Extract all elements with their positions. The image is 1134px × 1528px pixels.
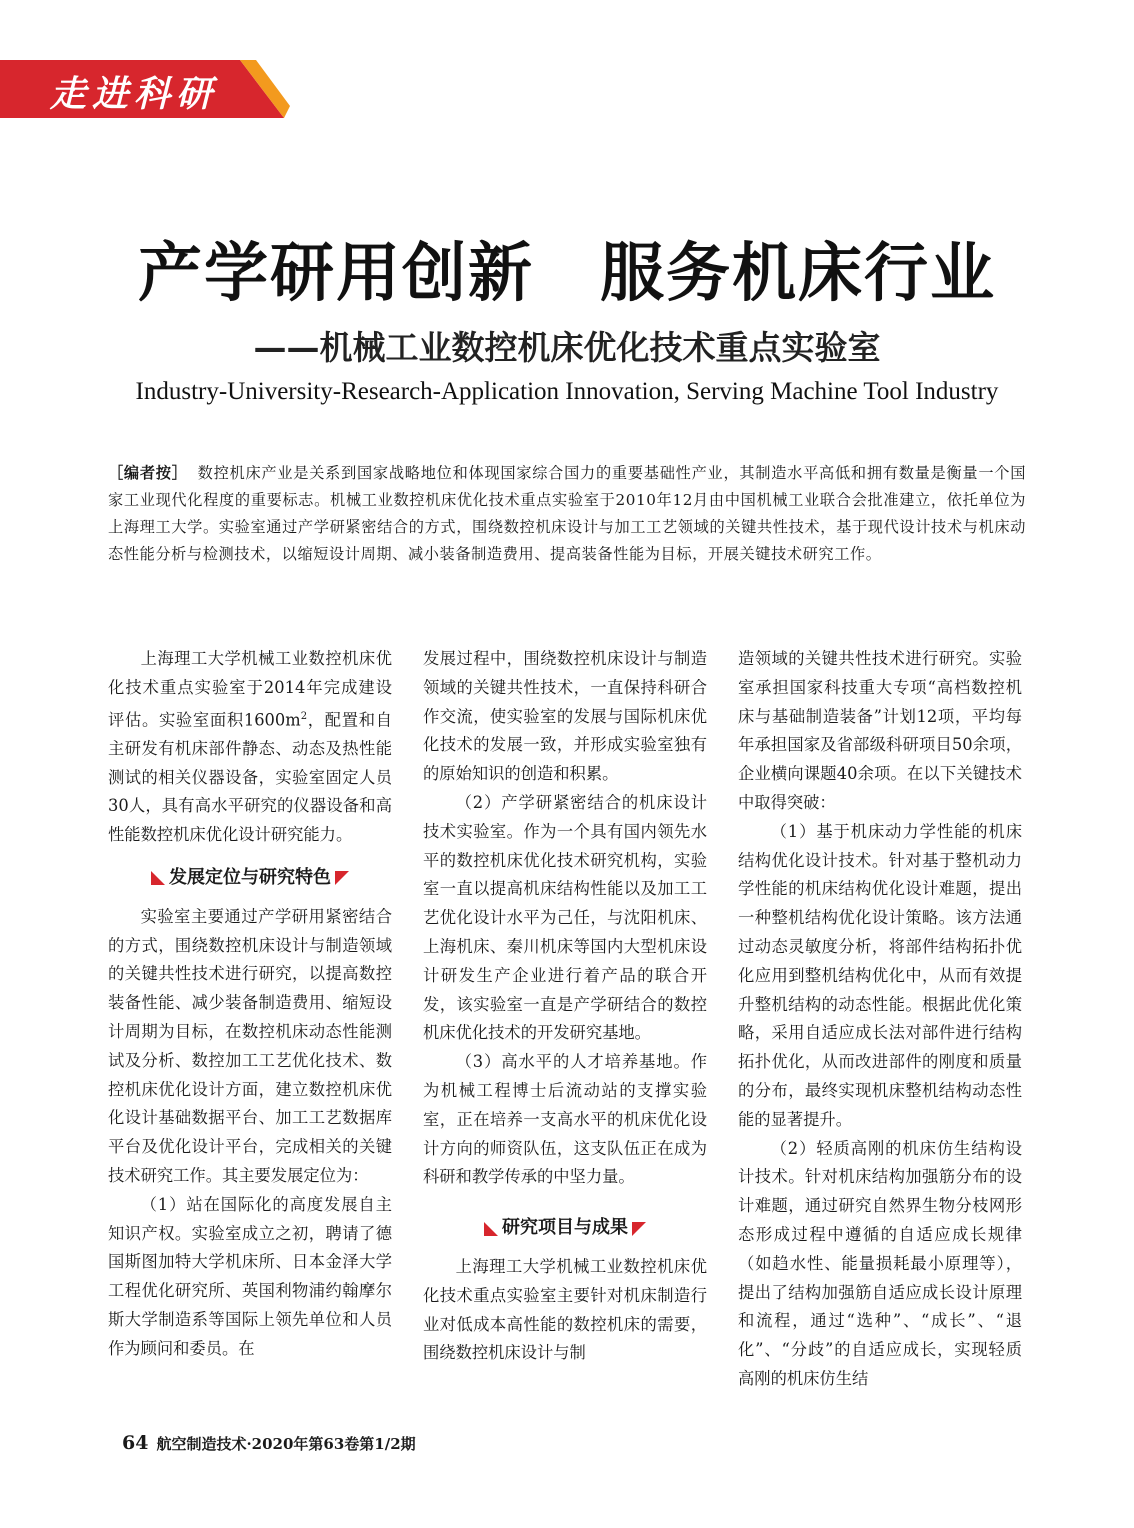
column-1 bbox=[108, 645, 392, 1364]
paragraph: （3）高水平的人才培养基地。作为机械工程博士后流动站的支撑实验室，正在培养一支高水平的机床优化设计方向的师资队伍，这支队伍正在成为科研和教学传承的中坚力量。 bbox=[423, 1052, 707, 1187]
article-subtitle: ——机械工业数控机床优化技术重点实验室 bbox=[253, 328, 881, 367]
editor-note-tag: ［编者按］ bbox=[108, 464, 188, 482]
paragraph-text: ，配置和自主研发有机床部件静态、动态及热性能测试的相关仪器设备，实验室固定人员30人，具有高水平研究的仪器设备和高性能数控机床优化设计研究能力。 bbox=[108, 710, 392, 845]
banner-label: 走进科研 bbox=[50, 73, 219, 115]
journal-info: 航空制造技术·2020年第63卷第1/2期 bbox=[156, 1435, 416, 1453]
section-heading-text: 发展定位与研究特色 bbox=[169, 867, 331, 888]
section-heading bbox=[423, 1214, 707, 1243]
column-2 bbox=[423, 645, 707, 1368]
triangle-left-icon bbox=[484, 1222, 498, 1236]
paragraph: （1）基于机床动力学性能的机床结构优化设计技术。针对基于整机动力学性能的机床结构优化设计难题，提出一种整机结构优化设计策略。该方法通过动态灵敏度分析，将部件结构拓扑优化应用到整机结构优化中，从而有效提升整机结构的动态性能。根据此优化策略，采用自适应成长法对部件进行结构拓扑优化，从而改进部件的刚度和质量的分布，最终实现机床整机结构动态性能的显著提升。 bbox=[738, 821, 1022, 1129]
section-heading bbox=[108, 864, 392, 893]
paragraph bbox=[108, 645, 392, 850]
triangle-left-icon bbox=[151, 871, 165, 885]
column-3 bbox=[738, 645, 1022, 1394]
page-footer bbox=[122, 1432, 416, 1454]
editor-note bbox=[108, 460, 1026, 568]
paragraph: （2）轻质高刚的机床仿生结构设计技术。针对机床结构加强筋分布的设计难题，通过研究自然界生物分枝网形态形成过程中遵循的自适应成长规律（如趋水性、能量损耗最小原理等），提出了结构加强筋自适应成长设计原理和流程，通过“选种”、“成长”、“退化”、“分歧”的自适应成长，实现轻质高刚的机床仿生结 bbox=[738, 1138, 1022, 1388]
paragraph: （2）产学研紧密结合的机床设计技术实验室。作为一个具有国内领先水平的数控机床优化技术研究机构，实验室一直以提高机床结构性能以及加工工艺优化设计水平为己任，与沈阳机床、上海机床、秦川机床等国内大型机床设计研发生产企业进行着产品的联合开发，该实验室一直是产学研结合的数控机床优化技术的开发研究基地。 bbox=[423, 792, 707, 1043]
section-heading-text: 研究项目与成果 bbox=[502, 1217, 628, 1239]
page-number: 64 bbox=[122, 1432, 149, 1454]
article-title: 产学研用创新 服务机床行业 bbox=[138, 236, 996, 311]
superscript: 2 bbox=[300, 710, 308, 722]
paragraph: 发展过程中，围绕数控机床设计与制造领域的关键共性技术，一直保持科研合作交流，使实验室的发展与国际机床优化技术的发展一致，并形成实验室独有的原始知识的创造和积累。 bbox=[423, 649, 707, 784]
paragraph: （1）站在国际化的高度发展自主知识产权。实验室成立之初，聘请了德国斯图加特大学机床所、日本金泽大学工程优化研究所、英国利物浦约翰摩尔斯大学制造系等国际上领先单位和人员作为顾问和委员。在 bbox=[108, 1194, 392, 1358]
paragraph: 实验室主要通过产学研用紧密结合的方式，围绕数控机床设计与制造领域的关键共性技术进行研究，以提高数控装备性能、减少装备制造费用、缩短设计周期为目标，在数控机床动态性能测试及分析、数控加工工艺优化技术、数控机床优化设计方面，建立数控机床优化设计基础数据平台、加工工艺数据库平台及优化设计平台，完成相关的关键技术研究工作。其主要发展定位为： bbox=[108, 906, 392, 1185]
triangle-right-icon bbox=[632, 1222, 646, 1236]
editor-note-text: 数控机床产业是关系到国家战略地位和体现国家综合国力的重要基础性产业，其制造水平高低和拥有数量是衡量一个国家工业现代化程度的重要标志。机械工业数控机床优化技术重点实验室于2010年12月由中国机械工业联合会批准建立，依托单位为上海理工大学。实验室通过产学研紧密结合的方式，围绕数控机床设计与加工工艺领域的关键共性技术，基于现代设计技术与机床动态性能分析与检测技术，以缩短设计周期、减小装备制造费用、提高装备性能为目标，开展关键技术研究工作。 bbox=[108, 464, 1027, 563]
paragraph-text: 上海理工大学机械工业数控机床优化技术重点实验室于2014年完成建设评估。实验室面积1600m bbox=[108, 649, 392, 730]
english-title: Industry-University-Research-Application Innovation, Serving Machine Tool Industry bbox=[135, 378, 999, 405]
section-banner bbox=[0, 60, 290, 118]
triangle-right-icon bbox=[335, 871, 349, 885]
paragraph: 造领域的关键共性技术进行研究。实验室承担国家科技重大专项“高档数控机床与基础制造装备”计划12项，平均每年承担国家及省部级科研项目50余项，企业横向课题40余项。在以下关键技术中取得突破： bbox=[738, 649, 1022, 812]
paragraph: 上海理工大学机械工业数控机床优化技术重点实验室主要针对机床制造行业对低成本高性能的数控机床的需要，围绕数控机床设计与制 bbox=[423, 1256, 707, 1363]
